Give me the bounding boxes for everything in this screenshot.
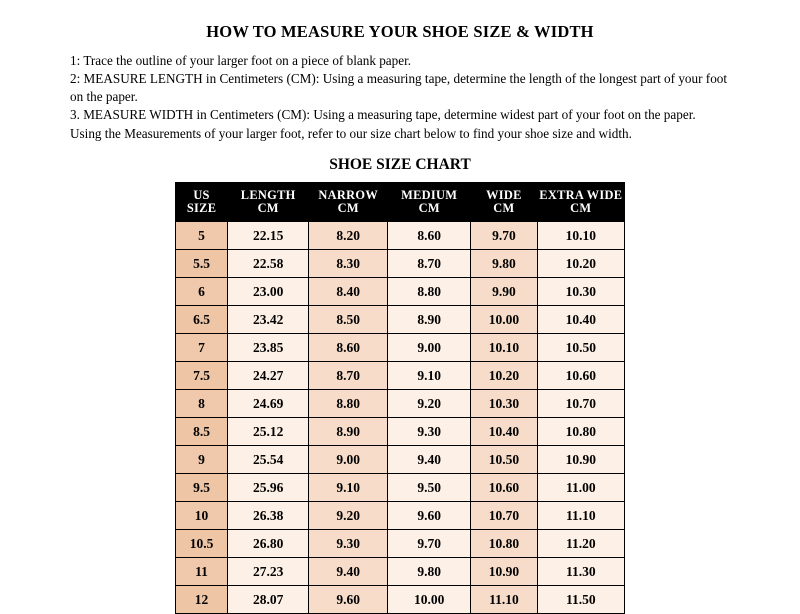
cell-medium: 10.00 bbox=[388, 586, 471, 614]
cell-medium: 8.70 bbox=[388, 250, 471, 278]
cell-medium: 9.00 bbox=[388, 334, 471, 362]
cell-medium: 9.40 bbox=[388, 446, 471, 474]
cell-us-size: 7 bbox=[176, 334, 228, 362]
cell-us-size: 5.5 bbox=[176, 250, 228, 278]
cell-extra-wide: 10.70 bbox=[537, 390, 624, 418]
column-header-medium bbox=[388, 183, 471, 222]
table-row bbox=[176, 222, 625, 250]
cell-medium: 8.90 bbox=[388, 306, 471, 334]
table-row bbox=[176, 446, 625, 474]
cell-length: 25.54 bbox=[228, 446, 309, 474]
table-row bbox=[176, 530, 625, 558]
column-header-length-line2: CM bbox=[257, 201, 279, 216]
cell-medium: 9.20 bbox=[388, 390, 471, 418]
cell-wide: 9.70 bbox=[471, 222, 537, 250]
cell-narrow: 8.20 bbox=[309, 222, 388, 250]
cell-us-size: 10 bbox=[176, 502, 228, 530]
instruction-line-4: Using the Measurements of your larger foot, refer to our size chart below to find your shoe size and width. bbox=[70, 125, 632, 141]
cell-wide: 10.30 bbox=[471, 390, 537, 418]
cell-narrow: 8.70 bbox=[309, 362, 388, 390]
table-row bbox=[176, 502, 625, 530]
cell-wide: 10.70 bbox=[471, 502, 537, 530]
table-row bbox=[176, 362, 625, 390]
chart-title: SHOE SIZE CHART bbox=[329, 156, 471, 174]
cell-us-size: 9 bbox=[176, 446, 228, 474]
cell-us-size: 8 bbox=[176, 390, 228, 418]
table-header bbox=[176, 183, 625, 222]
cell-length: 26.80 bbox=[228, 530, 309, 558]
cell-wide: 11.10 bbox=[471, 586, 537, 614]
cell-us-size: 9.5 bbox=[176, 474, 228, 502]
cell-wide: 10.20 bbox=[471, 362, 537, 390]
cell-wide: 10.10 bbox=[471, 334, 537, 362]
column-header-narrow-line2: CM bbox=[337, 201, 359, 216]
table-row bbox=[176, 278, 625, 306]
column-header-extra-wide-line1: EXTRA WIDE bbox=[539, 188, 623, 203]
cell-wide: 10.00 bbox=[471, 306, 537, 334]
cell-narrow: 8.40 bbox=[309, 278, 388, 306]
cell-narrow: 9.60 bbox=[309, 586, 388, 614]
table-row bbox=[176, 418, 625, 446]
cell-us-size: 7.5 bbox=[176, 362, 228, 390]
column-header-medium-line2: CM bbox=[418, 201, 440, 216]
cell-extra-wide: 10.60 bbox=[537, 362, 624, 390]
cell-wide: 10.60 bbox=[471, 474, 537, 502]
cell-narrow: 9.10 bbox=[309, 474, 388, 502]
column-header-wide-line2: CM bbox=[493, 201, 515, 216]
cell-us-size: 11 bbox=[176, 558, 228, 586]
shoe-size-table bbox=[175, 182, 625, 614]
cell-extra-wide: 11.10 bbox=[537, 502, 624, 530]
cell-extra-wide: 10.90 bbox=[537, 446, 624, 474]
column-header-narrow-line1: NARROW bbox=[318, 188, 379, 203]
cell-us-size: 6 bbox=[176, 278, 228, 306]
cell-narrow: 8.60 bbox=[309, 334, 388, 362]
column-header-extra-wide-line2: CM bbox=[570, 201, 592, 216]
cell-narrow: 9.20 bbox=[309, 502, 388, 530]
cell-wide: 9.80 bbox=[471, 250, 537, 278]
cell-length: 23.42 bbox=[228, 306, 309, 334]
cell-extra-wide: 11.00 bbox=[537, 474, 624, 502]
column-header-wide bbox=[471, 183, 537, 222]
cell-medium: 8.60 bbox=[388, 222, 471, 250]
table-row bbox=[176, 390, 625, 418]
cell-us-size: 12 bbox=[176, 586, 228, 614]
cell-medium: 9.30 bbox=[388, 418, 471, 446]
instructions-block bbox=[70, 52, 730, 142]
cell-length: 24.69 bbox=[228, 390, 309, 418]
cell-extra-wide: 11.20 bbox=[537, 530, 624, 558]
column-header-narrow bbox=[309, 183, 388, 222]
cell-extra-wide: 10.40 bbox=[537, 306, 624, 334]
cell-medium: 9.80 bbox=[388, 558, 471, 586]
cell-us-size: 10.5 bbox=[176, 530, 228, 558]
cell-medium: 9.60 bbox=[388, 502, 471, 530]
cell-length: 25.96 bbox=[228, 474, 309, 502]
column-header-medium-line1: MEDIUM bbox=[401, 188, 458, 203]
cell-length: 24.27 bbox=[228, 362, 309, 390]
cell-medium: 9.10 bbox=[388, 362, 471, 390]
cell-wide: 10.40 bbox=[471, 418, 537, 446]
cell-length: 27.23 bbox=[228, 558, 309, 586]
instruction-line-3: 3. MEASURE WIDTH in Centimeters (CM): Using a measuring tape, determine widest part of your foot on the paper. bbox=[70, 107, 696, 123]
cell-length: 23.00 bbox=[228, 278, 309, 306]
cell-narrow: 9.40 bbox=[309, 558, 388, 586]
cell-wide: 10.80 bbox=[471, 530, 537, 558]
cell-length: 22.15 bbox=[228, 222, 309, 250]
column-header-us-size-line1: US bbox=[193, 188, 210, 203]
table-header-row bbox=[176, 183, 625, 222]
size-chart-container bbox=[0, 182, 800, 614]
cell-narrow: 8.80 bbox=[309, 390, 388, 418]
cell-extra-wide: 10.50 bbox=[537, 334, 624, 362]
cell-length: 25.12 bbox=[228, 418, 309, 446]
table-row bbox=[176, 558, 625, 586]
table-row bbox=[176, 306, 625, 334]
cell-length: 28.07 bbox=[228, 586, 309, 614]
instruction-line-1: 1: Trace the outline of your larger foot on a piece of blank paper. bbox=[70, 53, 412, 68]
cell-medium: 8.80 bbox=[388, 278, 471, 306]
cell-extra-wide: 10.20 bbox=[537, 250, 624, 278]
cell-length: 22.58 bbox=[228, 250, 309, 278]
column-header-us-size bbox=[176, 183, 228, 222]
page-title: HOW TO MEASURE YOUR SHOE SIZE & WIDTH bbox=[206, 22, 594, 41]
column-header-length-line1: LENGTH bbox=[240, 188, 296, 203]
table-row bbox=[176, 250, 625, 278]
cell-us-size: 6.5 bbox=[176, 306, 228, 334]
cell-length: 26.38 bbox=[228, 502, 309, 530]
cell-narrow: 8.50 bbox=[309, 306, 388, 334]
cell-medium: 9.50 bbox=[388, 474, 471, 502]
instruction-line-2: 2: MEASURE LENGTH in Centimeters (CM): Using a measuring tape, determine the length of the longest part of your foot on the paper. bbox=[70, 71, 728, 104]
table-body bbox=[176, 222, 625, 614]
cell-narrow: 8.30 bbox=[309, 250, 388, 278]
table-row bbox=[176, 334, 625, 362]
column-header-extra-wide bbox=[537, 183, 624, 222]
cell-us-size: 8.5 bbox=[176, 418, 228, 446]
cell-wide: 10.50 bbox=[471, 446, 537, 474]
cell-extra-wide: 10.10 bbox=[537, 222, 624, 250]
cell-medium: 9.70 bbox=[388, 530, 471, 558]
cell-narrow: 9.00 bbox=[309, 446, 388, 474]
cell-extra-wide: 11.30 bbox=[537, 558, 624, 586]
table-row bbox=[176, 474, 625, 502]
cell-wide: 9.90 bbox=[471, 278, 537, 306]
cell-extra-wide: 10.80 bbox=[537, 418, 624, 446]
cell-narrow: 8.90 bbox=[309, 418, 388, 446]
cell-extra-wide: 11.50 bbox=[537, 586, 624, 614]
cell-length: 23.85 bbox=[228, 334, 309, 362]
cell-narrow: 9.30 bbox=[309, 530, 388, 558]
cell-extra-wide: 10.30 bbox=[537, 278, 624, 306]
cell-us-size: 5 bbox=[176, 222, 228, 250]
column-header-length bbox=[228, 183, 309, 222]
column-header-wide-line1: WIDE bbox=[486, 188, 522, 203]
column-header-us-size-line2: SIZE bbox=[186, 201, 217, 216]
cell-wide: 10.90 bbox=[471, 558, 537, 586]
